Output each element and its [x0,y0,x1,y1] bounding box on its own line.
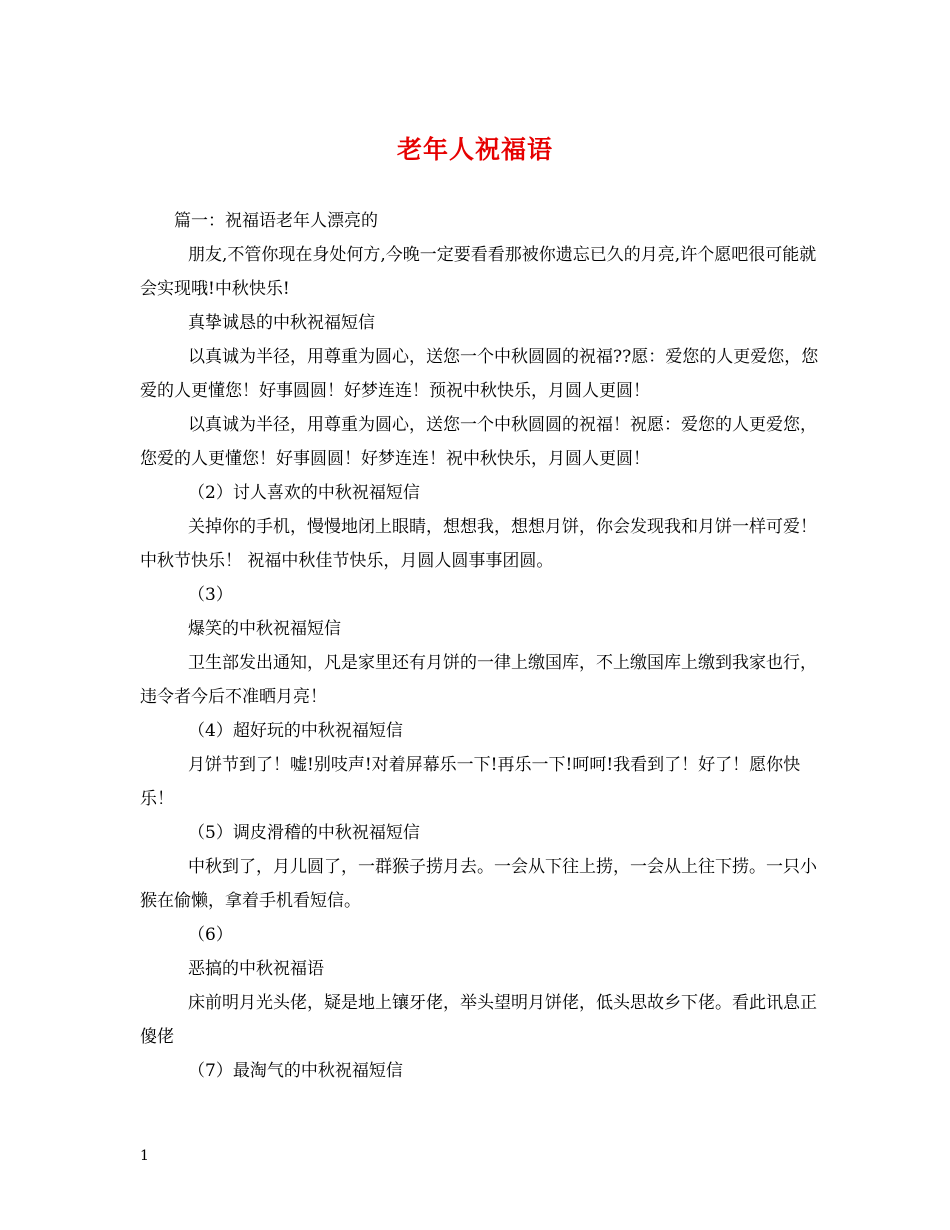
paragraph: 卫生部发出通知，凡是家里还有月饼的一律上缴国库，不上缴国库上缴到我家也行，违令者今后不准晒月亮！ [140,653,817,707]
paragraph: （4）超好玩的中秋祝福短信 [188,721,403,741]
paragraph: 以真诚为半径，用尊重为圆心，送您一个中秋圆圆的祝福??愿：爱您的人更爱您，您爱的人更懂您！好事圆圆！好梦连连！预祝中秋快乐，月圆人更圆！ [140,347,819,401]
paragraph: （2）讨人喜欢的中秋祝福短信 [188,483,420,503]
paragraph: 真挚诚恳的中秋祝福短信 [188,313,375,333]
paragraph: 床前明月光头佬，疑是地上镶牙佬，举头望明月饼佬，低头思故乡下佬。看此讯息正傻佬 [140,993,817,1047]
paragraph: 篇一：祝福语老年人漂亮的 [174,211,378,231]
paragraph: （7）最淘气的中秋祝福短信 [188,1061,403,1081]
paragraph: 爆笑的中秋祝福短信 [188,619,341,639]
paragraph: （3） [188,585,233,605]
paragraph: （5）调皮滑稽的中秋祝福短信 [188,823,420,843]
paragraph: 中秋到了，月儿圆了，一群猴子捞月去。一会从下往上捞，一会从上往下捞。一只小猴在偷懒，拿着手机看短信。 [140,857,817,911]
paragraph: 月饼节到了！嘘!别吱声!对着屏幕乐一下!再乐一下!呵呵!我看到了！好了！愿你快乐！ [140,755,801,809]
paragraph: （6） [188,925,233,945]
paragraph: 恶搞的中秋祝福语 [188,959,324,979]
paragraph: 关掉你的手机，慢慢地闭上眼睛，想想我，想想月饼，你会发现我和月饼一样可爱！中秋节快乐！ 祝福中秋佳节快乐，月圆人圆事事团圆。 [140,517,817,571]
paragraph: 朋友,不管你现在身处何方,今晚一定要看看那被你遗忘已久的月亮,许个愿吧很可能就会实现哦!中秋快乐! [140,245,817,299]
document-title: 老年人祝福语 [396,135,553,164]
paragraph: 以真诚为半径，用尊重为圆心，送您一个中秋圆圆的祝福！祝愿：爱您的人更爱您，您爱的人更懂您！好事圆圆！好梦连连！祝中秋快乐，月圆人更圆！ [140,415,817,469]
page-number: 1 [140,1148,149,1164]
document-body [140,204,830,1088]
